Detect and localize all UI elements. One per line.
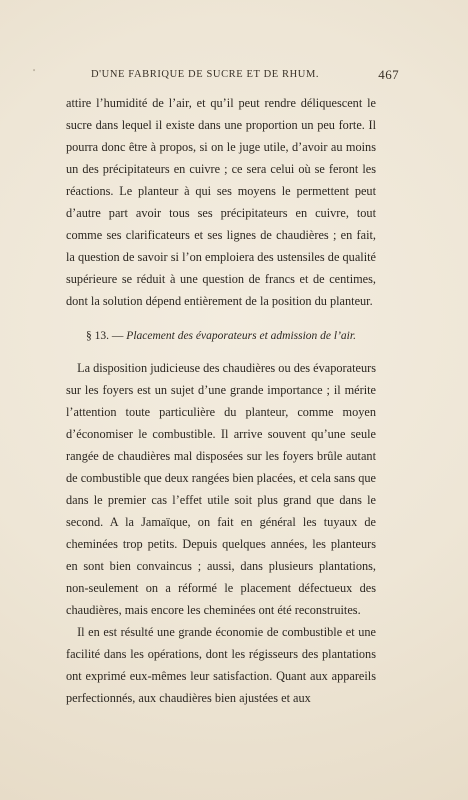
section-heading-title: Placement des évaporateurs et admission de l’air. (126, 330, 356, 342)
page-header (91, 69, 399, 87)
paragraph-3: Il en est résulté une grande économie de combustible et une facilité dans les opérations, dont les régisseurs des plantations ont exprimé eux-mêmes leur satisfaction. Quant aux appareils perfectionnés, aux chaudières bien ajustées et aux (66, 625, 376, 705)
paragraph-2: La disposition judicieuse des chaudières ou des évaporateurs sur les foyers est un sujet d’une grande importance ; il mérite l’attention toute particulière du planteur, comme moyen d’économiser le combustible. Il arrive souvent qu’une seule rangée de chaudières mal disposées sur les foyers brûle autant de combustible que deux rangées bien placées, et cela sans que dans le premier cas l’effet utile soit plus grand que dans le second. A la Jamaïque, on fait en général les tuyaux de cheminées trop petits. Depuis quelques années, les planteurs en sont bien convaincus ; aussi, dans plusieurs plantations, non-seulement on a réformé le placement défectueux des chaudières, mais encore les cheminées ont été reconstruites. (66, 361, 376, 617)
section-heading-number: § 13. — (86, 330, 124, 342)
section-heading (66, 328, 376, 344)
page-body (66, 92, 376, 709)
running-title: D'UNE FABRIQUE DE SUCRE ET DE RHUM. (91, 69, 320, 80)
paragraph-1: attire l’humidité de l’air, et qu’il peut rendre déliquescent le sucre dans lequel il existe dans une proportion un peu forte. Il pourra donc être à propos, si on le juge utile, d’avoir au moins un des précipitateurs en cuivre ; ce sera celui où se feront les réactions. Le planteur à qui ses moyens le permettent peut d’autre part avoir tous ses précipitateurs en cuivre, tout comme ses clarificateurs et ses lignes de chaudières ; en fait, la question de savoir si l’on emploiera des ustensiles de qualité supérieure se réduit à une question de francs et de centimes, dont la solution dépend entièrement de la position du planteur. (66, 96, 376, 308)
page-number: 467 (378, 67, 399, 82)
page-speck: • (32, 67, 37, 75)
